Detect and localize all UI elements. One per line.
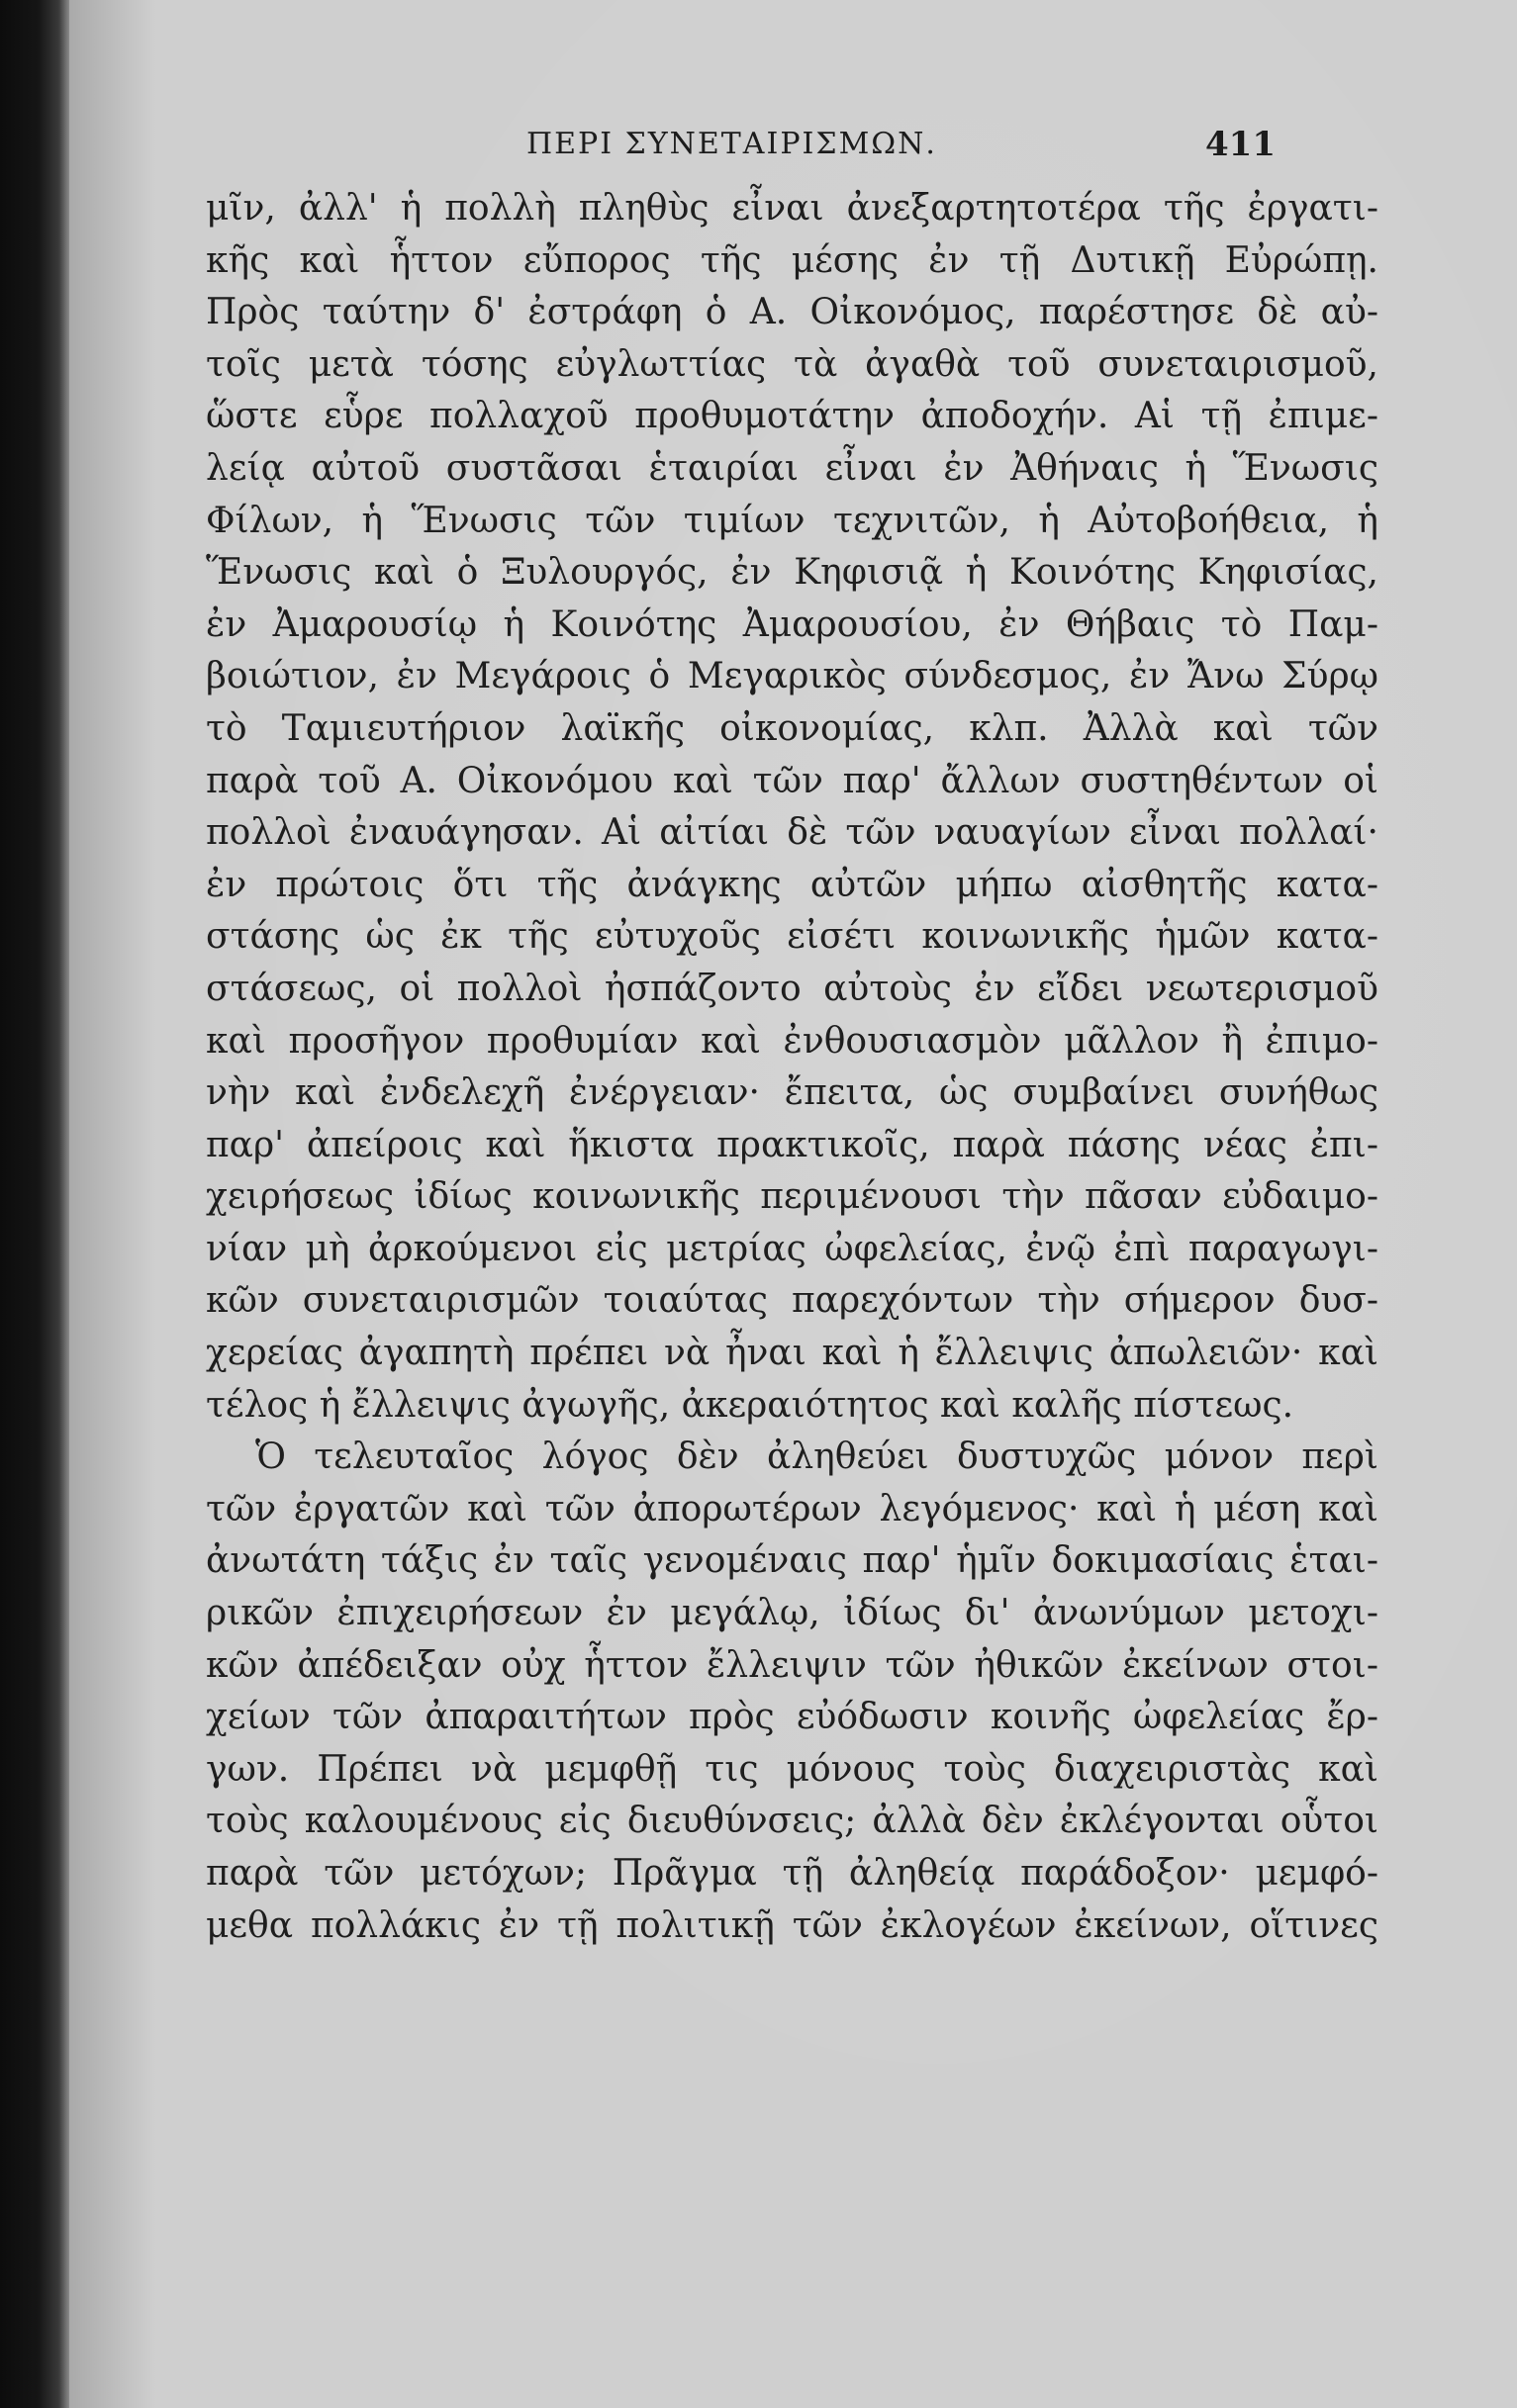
- text-line: Ἕνωσις καὶ ὁ Ξυλουργός, ἐν Κηφισιᾷ ἡ Κοινότης Κηφισίας,: [206, 552, 1378, 594]
- text-line: χείων τῶν ἀπαραιτήτων πρὸς εὐόδωσιν κοινῆς ὠφελείας ἔρ-: [206, 1697, 1378, 1738]
- text-line: χειρήσεως ἰδίως κοινωνικῆς περιμένουσι τὴν πᾶσαν εὐδαιμο-: [206, 1176, 1378, 1218]
- book-spine-shadow: [0, 0, 69, 2408]
- text-line: λείᾳ αὐτοῦ συστᾶσαι ἑταιρίαι εἶναι ἐν Ἀθήναις ἡ Ἕνωσις: [206, 447, 1378, 489]
- text-line: ἀνωτάτη τάξις ἐν ταῖς γενομέναις παρ' ἡμῖν δοκιμασίαις ἑται-: [206, 1540, 1378, 1582]
- text-line: μεθα πολλάκις ἐν τῇ πολιτικῇ τῶν ἐκλογέων ἐκείνων, οἵτινες: [206, 1904, 1378, 1946]
- text-line: μῖν, ἀλλ' ἡ πολλὴ πληθὺς εἶναι ἀνεξαρτητοτέρα τῆς ἐργατι-: [206, 188, 1378, 229]
- text-line: τῶν ἐργατῶν καὶ τῶν ἀπορωτέρων λεγόμενος· καὶ ἡ μέση καὶ: [206, 1488, 1378, 1529]
- text-line: νίαν μὴ ἀρκούμενοι εἰς μετρίας ὠφελείας, ἐνῷ ἐπὶ παραγωγι-: [206, 1228, 1378, 1269]
- text-line: ὥστε εὗρε πολλαχοῦ προθυμοτάτην ἀποδοχήν. Αἱ τῇ ἐπιμε-: [206, 396, 1378, 437]
- text-line: κῆς καὶ ἧττον εὔπορος τῆς μέσης ἐν τῇ Δυτικῇ Εὐρώπῃ.: [206, 239, 1378, 281]
- paragraph-start-line: Ὁ τελευταῖος λόγος δὲν ἀληθεύει δυστυχῶς μόνον περὶ: [255, 1436, 1378, 1478]
- text-line: στάσης ὡς ἐκ τῆς εὐτυχοῦς εἰσέτι κοινωνικῆς ἡμῶν κατα-: [206, 916, 1378, 958]
- text-line: ρικῶν ἐπιχειρήσεων ἐν μεγάλῳ, ἰδίως δι' ἀνωνύμων μετοχι-: [206, 1593, 1378, 1634]
- running-head: [69, 127, 1517, 166]
- text-line: τοὺς καλουμένους εἰς διευθύνσεις; ἀλλὰ δὲν ἐκλέγονται οὗτοι: [206, 1801, 1378, 1842]
- text-line: ἐν πρώτοις ὅτι τῆς ἀνάγκης αὐτῶν μήπω αἰσθητῆς κατα-: [206, 864, 1378, 905]
- text-line: καὶ προσῆγον προθυμίαν καὶ ἐνθουσιασμὸν μᾶλλον ἢ ἐπιμο-: [206, 1020, 1378, 1062]
- text-line: στάσεως, οἱ πολλοὶ ἠσπάζοντο αὐτοὺς ἐν εἴδει νεωτερισμοῦ: [206, 968, 1378, 1009]
- text-line: ἐν Ἀμαρουσίῳ ἡ Κοινότης Ἀμαρουσίου, ἐν Θήβαις τὸ Παμ-: [206, 603, 1378, 645]
- text-line: βοιώτιον, ἐν Μεγάροις ὁ Μεγαρικὸς σύνδεσμος, ἐν Ἄνω Σύρῳ: [206, 656, 1378, 697]
- text-line: νὴν καὶ ἐνδελεχῆ ἐνέργειαν· ἔπειτα, ὡς συμβαίνει συνήθως: [206, 1072, 1378, 1114]
- text-line: παρὰ τοῦ Α. Οἰκονόμου καὶ τῶν παρ' ἄλλων συστηθέντων οἱ: [206, 760, 1378, 801]
- text-line: χερείας ἀγαπητὴ πρέπει νὰ ἦναι καὶ ἡ ἔλλειψις ἀπωλειῶν· καὶ: [206, 1333, 1378, 1374]
- paragraph-end-line: τέλος ἡ ἔλλειψις ἀγωγῆς, ἀκεραιότητος καὶ καλῆς πίστεως.: [206, 1384, 1294, 1426]
- text-line: γων. Πρέπει νὰ μεμφθῇ τις μόνους τοὺς διαχειριστὰς καὶ: [206, 1748, 1378, 1790]
- text-line: Φίλων, ἡ Ἕνωσις τῶν τιμίων τεχνιτῶν, ἡ Αὐτοβοήθεια, ἡ: [206, 500, 1378, 541]
- running-title: ΠΕΡΙ ΣΥΝΕΤΑΙΡΙΣΜΩΝ.: [526, 127, 937, 161]
- body-text: [206, 183, 1378, 1952]
- text-line: παρὰ τῶν μετόχων; Πρᾶγμα τῇ ἀληθείᾳ παράδοξον· μεμφό-: [206, 1853, 1378, 1894]
- text-line: παρ' ἀπείροις καὶ ἥκιστα πρακτικοῖς, παρὰ πάσης νέας ἐπι-: [206, 1124, 1378, 1165]
- text-line: κῶν ἀπέδειξαν οὐχ ἧττον ἔλλειψιν τῶν ἠθικῶν ἐκείνων στοι-: [206, 1644, 1378, 1686]
- text-line: πολλοὶ ἐναυάγησαν. Αἱ αἰτίαι δὲ τῶν ναυαγίων εἶναι πολλαί·: [206, 812, 1378, 854]
- text-line: κῶν συνεταιρισμῶν τοιαύτας παρεχόντων τὴν σήμερον δυσ-: [206, 1280, 1378, 1322]
- text-line: τοῖς μετὰ τόσης εὐγλωττίας τὰ ἀγαθὰ τοῦ συνεταιρισμοῦ,: [206, 343, 1378, 385]
- text-line: Πρὸς ταύτην δ' ἐστράφη ὁ Α. Οἰκονόμος, παρέστησε δὲ αὐ-: [206, 292, 1378, 333]
- page-number: 411: [1205, 125, 1276, 164]
- text-line: τὸ Ταμιευτήριον λαϊκῆς οἰκονομίας, κλπ. Ἀλλὰ καὶ τῶν: [206, 707, 1378, 749]
- book-page: [69, 0, 1517, 2408]
